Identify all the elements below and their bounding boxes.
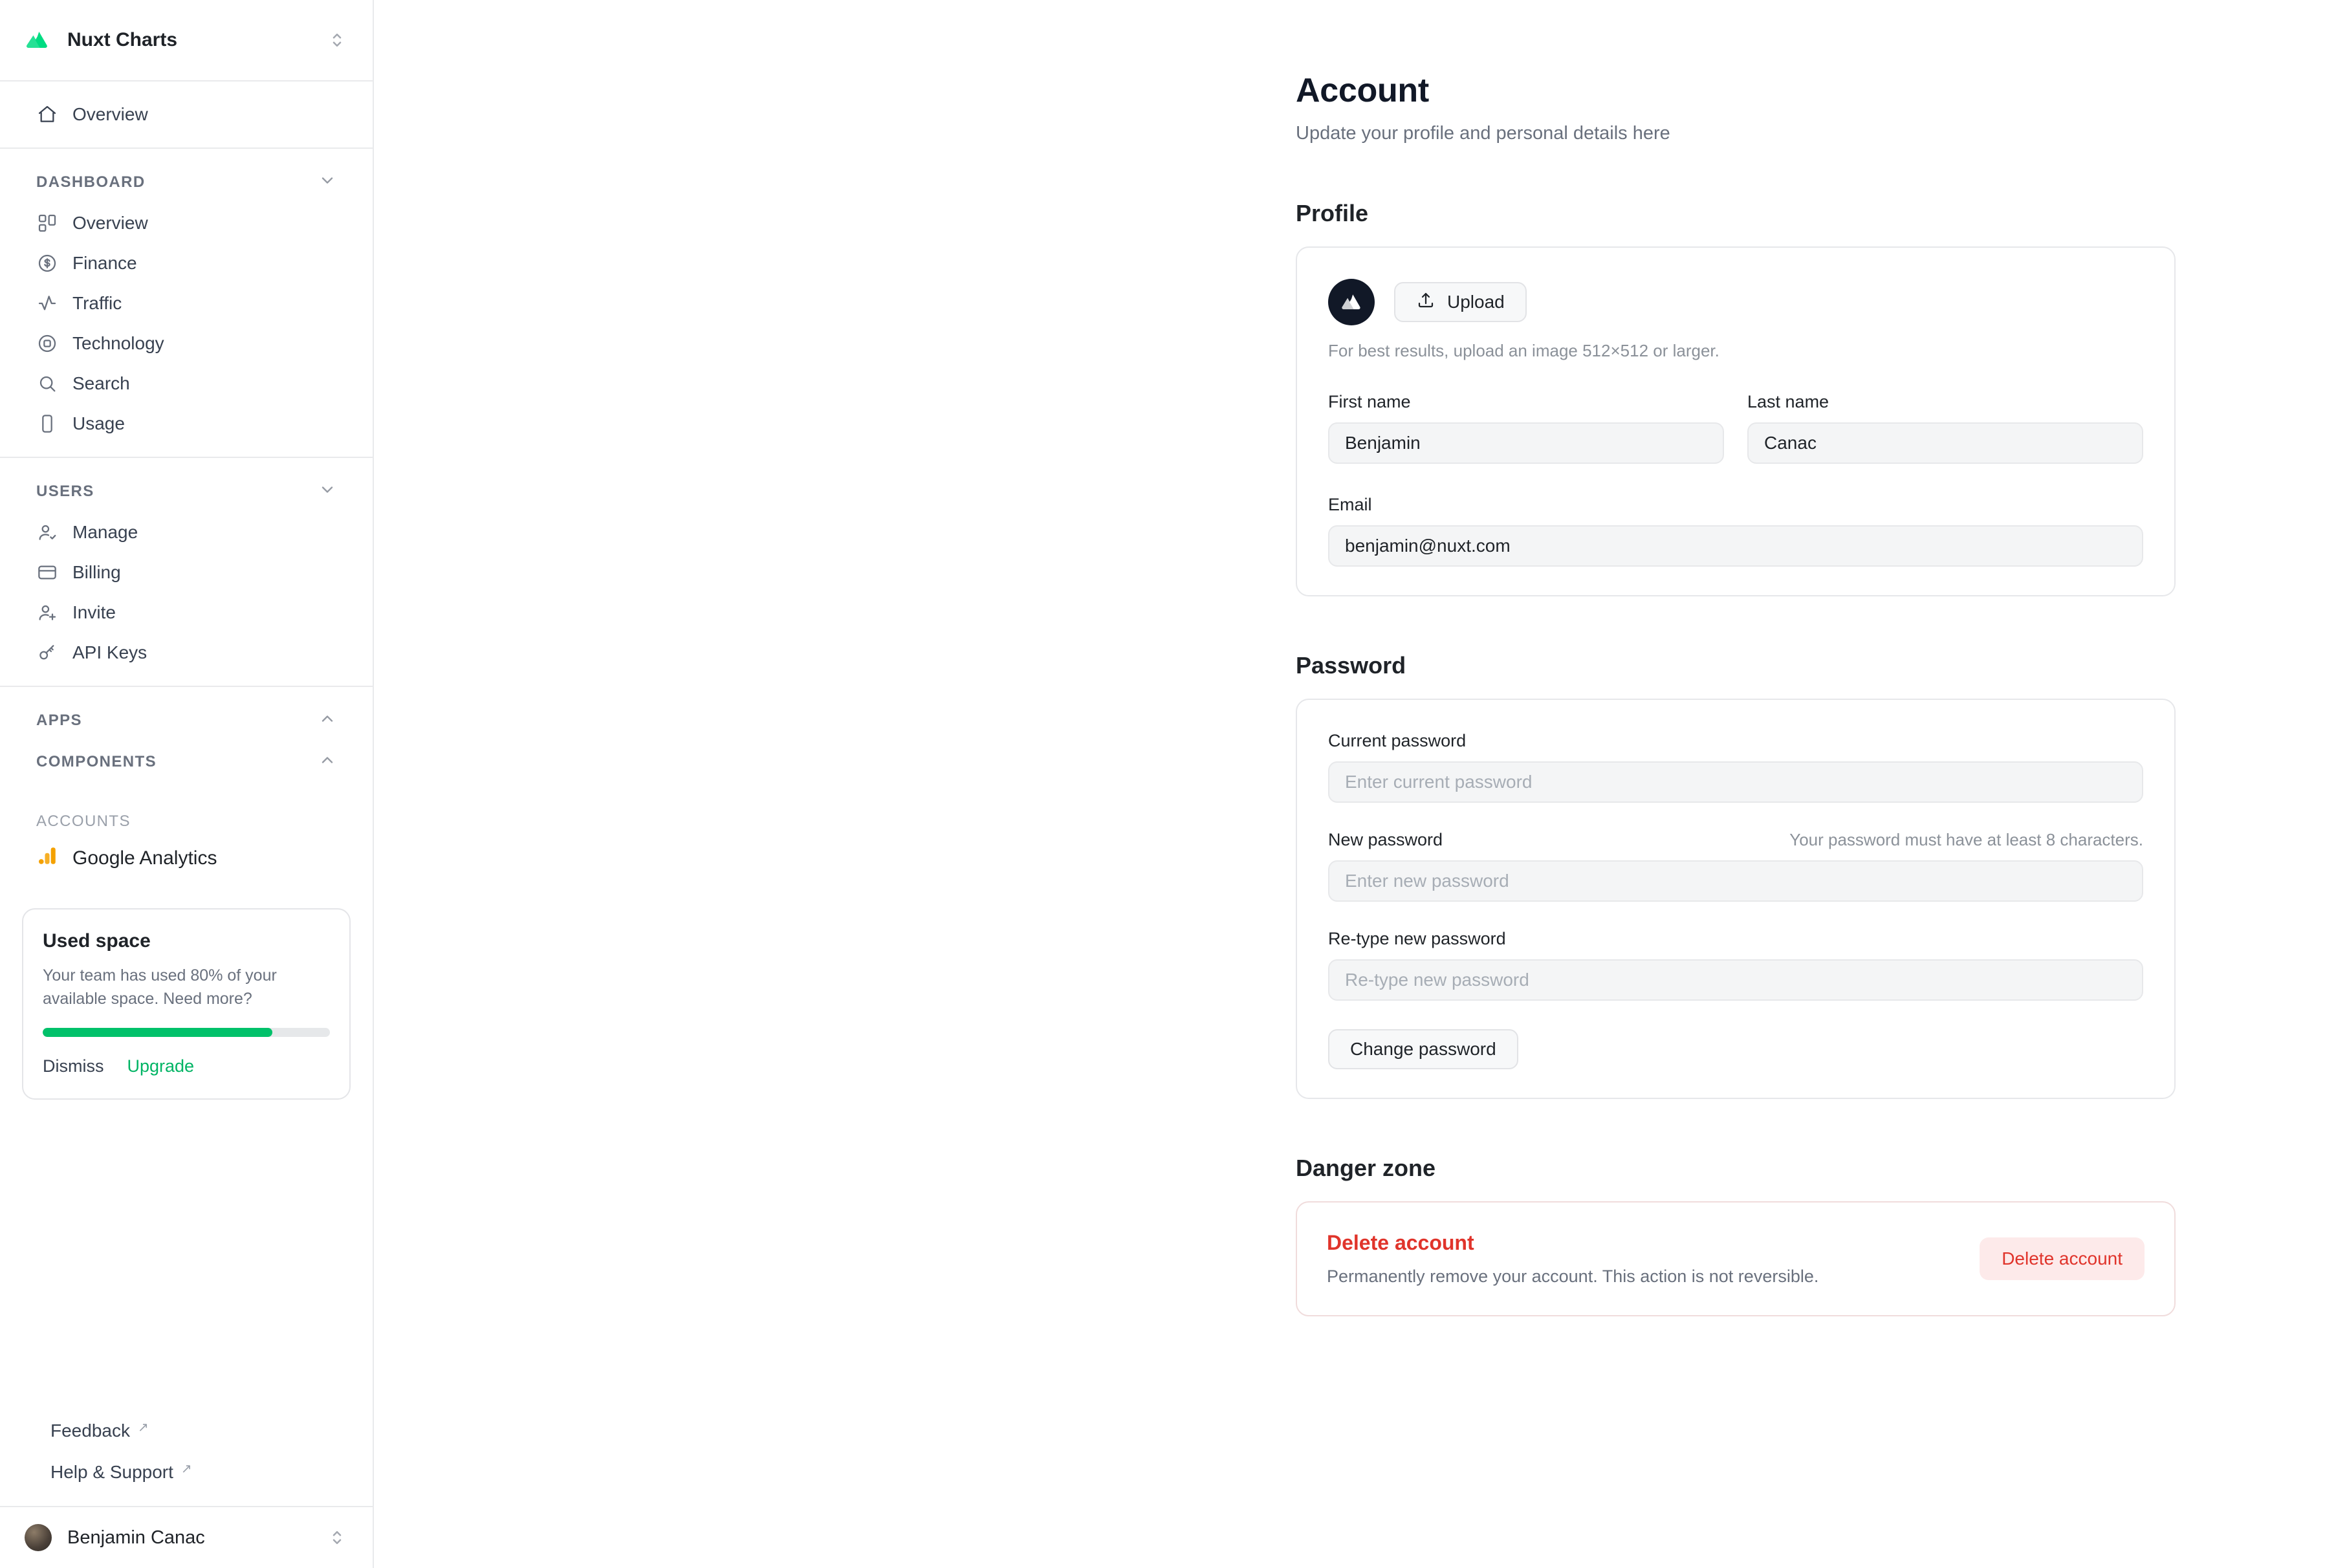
email-row [1328, 495, 2143, 567]
used-space-title: Used space [43, 930, 151, 952]
search-icon [36, 373, 58, 395]
group-label: COMPONENTS [36, 753, 157, 770]
user-check-icon [36, 521, 58, 543]
sidebar-item-traffic[interactable] [22, 283, 351, 323]
email-label: Email [1328, 495, 1372, 514]
sidebar-item-label: Overview [72, 104, 148, 124]
used-space-progress [43, 1028, 330, 1037]
sidebar-item-label: Invite [72, 602, 116, 622]
sidebar-item-label: Manage [72, 522, 138, 542]
upload-button[interactable] [1394, 282, 1527, 322]
sidebar-item-label: Overview [72, 213, 148, 233]
retype-password-label: Re-type new password [1328, 929, 1506, 948]
sidebar-item-label: Search [72, 373, 130, 393]
device-icon [36, 413, 58, 435]
used-space-card [22, 908, 351, 1100]
sidebar-accounts [0, 796, 373, 893]
group-label: DASHBOARD [36, 173, 146, 191]
user-menu[interactable] [0, 1506, 373, 1568]
nuxt-avatar-icon [1328, 279, 1375, 325]
danger-zone-heading: Danger zone [1296, 1155, 1436, 1181]
brand-name: Nuxt Charts [67, 29, 178, 50]
profile-heading: Profile [1296, 200, 1369, 226]
group-label: USERS [36, 483, 94, 500]
key-icon [36, 642, 58, 664]
new-password-label: New password [1328, 830, 1443, 849]
sidebar-top-nav [0, 82, 373, 147]
upgrade-button[interactable]: Upgrade [127, 1056, 195, 1076]
sidebar-item-label: API Keys [72, 642, 147, 662]
sidebar-item-label: Help & Support [50, 1462, 173, 1482]
avatar-upload-row [1328, 279, 2143, 325]
new-password-field [1328, 830, 2143, 902]
layout-grid-icon [36, 212, 58, 234]
sidebar-item-overview-top[interactable] [22, 94, 351, 135]
email-input[interactable] [1328, 525, 2143, 567]
danger-zone-card [1296, 1201, 2176, 1316]
user-plus-icon [36, 602, 58, 624]
upload-icon [1416, 290, 1435, 314]
group-label: APPS [36, 712, 82, 729]
used-space-actions [43, 1056, 330, 1076]
password-heading: Password [1296, 652, 1406, 679]
sidebar [0, 0, 374, 1568]
password-card [1296, 699, 2176, 1099]
sidebar-item-feedback[interactable] [22, 1410, 351, 1452]
current-password-field [1328, 731, 2143, 803]
delete-account-button[interactable]: Delete account [1980, 1237, 2145, 1280]
chevron-up-down-icon[interactable] [327, 1525, 347, 1551]
credit-card-icon [36, 561, 58, 583]
sidebar-item-manage[interactable] [22, 512, 351, 552]
password-helper-text: Your password must have at least 8 characters. [1789, 830, 2143, 849]
used-space-text: Your team has used 80% of your available space. Need more? [43, 966, 277, 1008]
activity-icon [36, 292, 58, 314]
sidebar-group-users [0, 458, 373, 686]
email-field [1328, 495, 2143, 567]
sidebar-scroll [0, 82, 373, 1410]
group-header-components[interactable] [22, 741, 351, 783]
user-name: Benjamin Canac [67, 1527, 205, 1548]
sidebar-item-label: Traffic [72, 293, 122, 313]
sidebar-item-usage[interactable] [22, 404, 351, 444]
main-content [374, 0, 2347, 1568]
retype-password-input[interactable] [1328, 959, 2143, 1001]
name-fields-row [1328, 392, 2143, 464]
delete-account-info [1327, 1231, 1818, 1287]
last-name-label: Last name [1747, 392, 1829, 411]
nuxt-logo-icon [25, 27, 50, 53]
avatar [25, 1524, 52, 1551]
last-name-field [1747, 392, 2143, 464]
profile-card [1296, 246, 2176, 596]
current-password-label: Current password [1328, 731, 1467, 750]
chevron-down-icon[interactable] [318, 171, 336, 194]
chevron-up-down-icon[interactable] [327, 27, 347, 53]
sidebar-item-overview[interactable] [22, 203, 351, 243]
sidebar-item-technology[interactable] [22, 323, 351, 364]
home-icon [36, 103, 58, 125]
sidebar-item-billing[interactable] [22, 552, 351, 593]
first-name-input[interactable] [1328, 422, 1724, 464]
dismiss-button[interactable]: Dismiss [43, 1056, 104, 1076]
sidebar-item-help-support[interactable] [22, 1452, 351, 1493]
current-password-input[interactable] [1328, 761, 2143, 803]
sidebar-group-apps [0, 687, 373, 796]
delete-account-description: Permanently remove your account. This action is not reversible. [1327, 1267, 1819, 1286]
group-header-users[interactable] [22, 471, 351, 512]
arrow-up-right-icon: ↗ [137, 1421, 149, 1435]
sidebar-item-label: Google Analytics [72, 847, 217, 869]
accounts-section-label: ACCOUNTS [36, 812, 131, 830]
upload-hint: For best results, upload an image 512×512 or larger. [1328, 341, 1719, 360]
google-analytics-icon [36, 845, 58, 872]
sidebar-footer [0, 1410, 373, 1493]
page-title: Account [1296, 72, 1429, 109]
first-name-label: First name [1328, 392, 1411, 411]
sidebar-item-label: Feedback [50, 1421, 130, 1441]
new-password-input[interactable] [1328, 860, 2143, 902]
page-subtitle: Update your profile and personal details here [1296, 123, 1670, 144]
dollar-circle-icon [36, 252, 58, 274]
change-password-button[interactable]: Change password [1328, 1029, 1518, 1069]
sidebar-group-dashboard [0, 149, 373, 457]
arrow-up-right-icon: ↗ [180, 1462, 192, 1476]
delete-account-title: Delete account [1327, 1231, 1474, 1254]
sidebar-item-label: Billing [72, 562, 121, 582]
chevron-up-icon[interactable] [318, 751, 336, 774]
chevron-up-icon[interactable] [318, 710, 336, 732]
sidebar-item-label: Technology [72, 333, 164, 353]
sidebar-item-invite[interactable] [22, 593, 351, 633]
sidebar-item-search[interactable] [22, 364, 351, 404]
group-header-apps[interactable] [22, 700, 351, 741]
workspace-switcher[interactable] [0, 0, 373, 82]
first-name-field [1328, 392, 1724, 464]
group-header-dashboard[interactable] [22, 162, 351, 203]
sidebar-item-label: Usage [72, 413, 125, 433]
cpu-icon [36, 332, 58, 354]
upload-button-label: Upload [1447, 292, 1505, 312]
sidebar-item-finance[interactable] [22, 243, 351, 283]
chevron-down-icon[interactable] [318, 481, 336, 503]
retype-password-field [1328, 929, 2143, 1001]
sidebar-item-google-analytics[interactable] [22, 837, 351, 880]
sidebar-item-api-keys[interactable] [22, 633, 351, 673]
sidebar-item-label: Finance [72, 253, 137, 273]
last-name-input[interactable] [1747, 422, 2143, 464]
